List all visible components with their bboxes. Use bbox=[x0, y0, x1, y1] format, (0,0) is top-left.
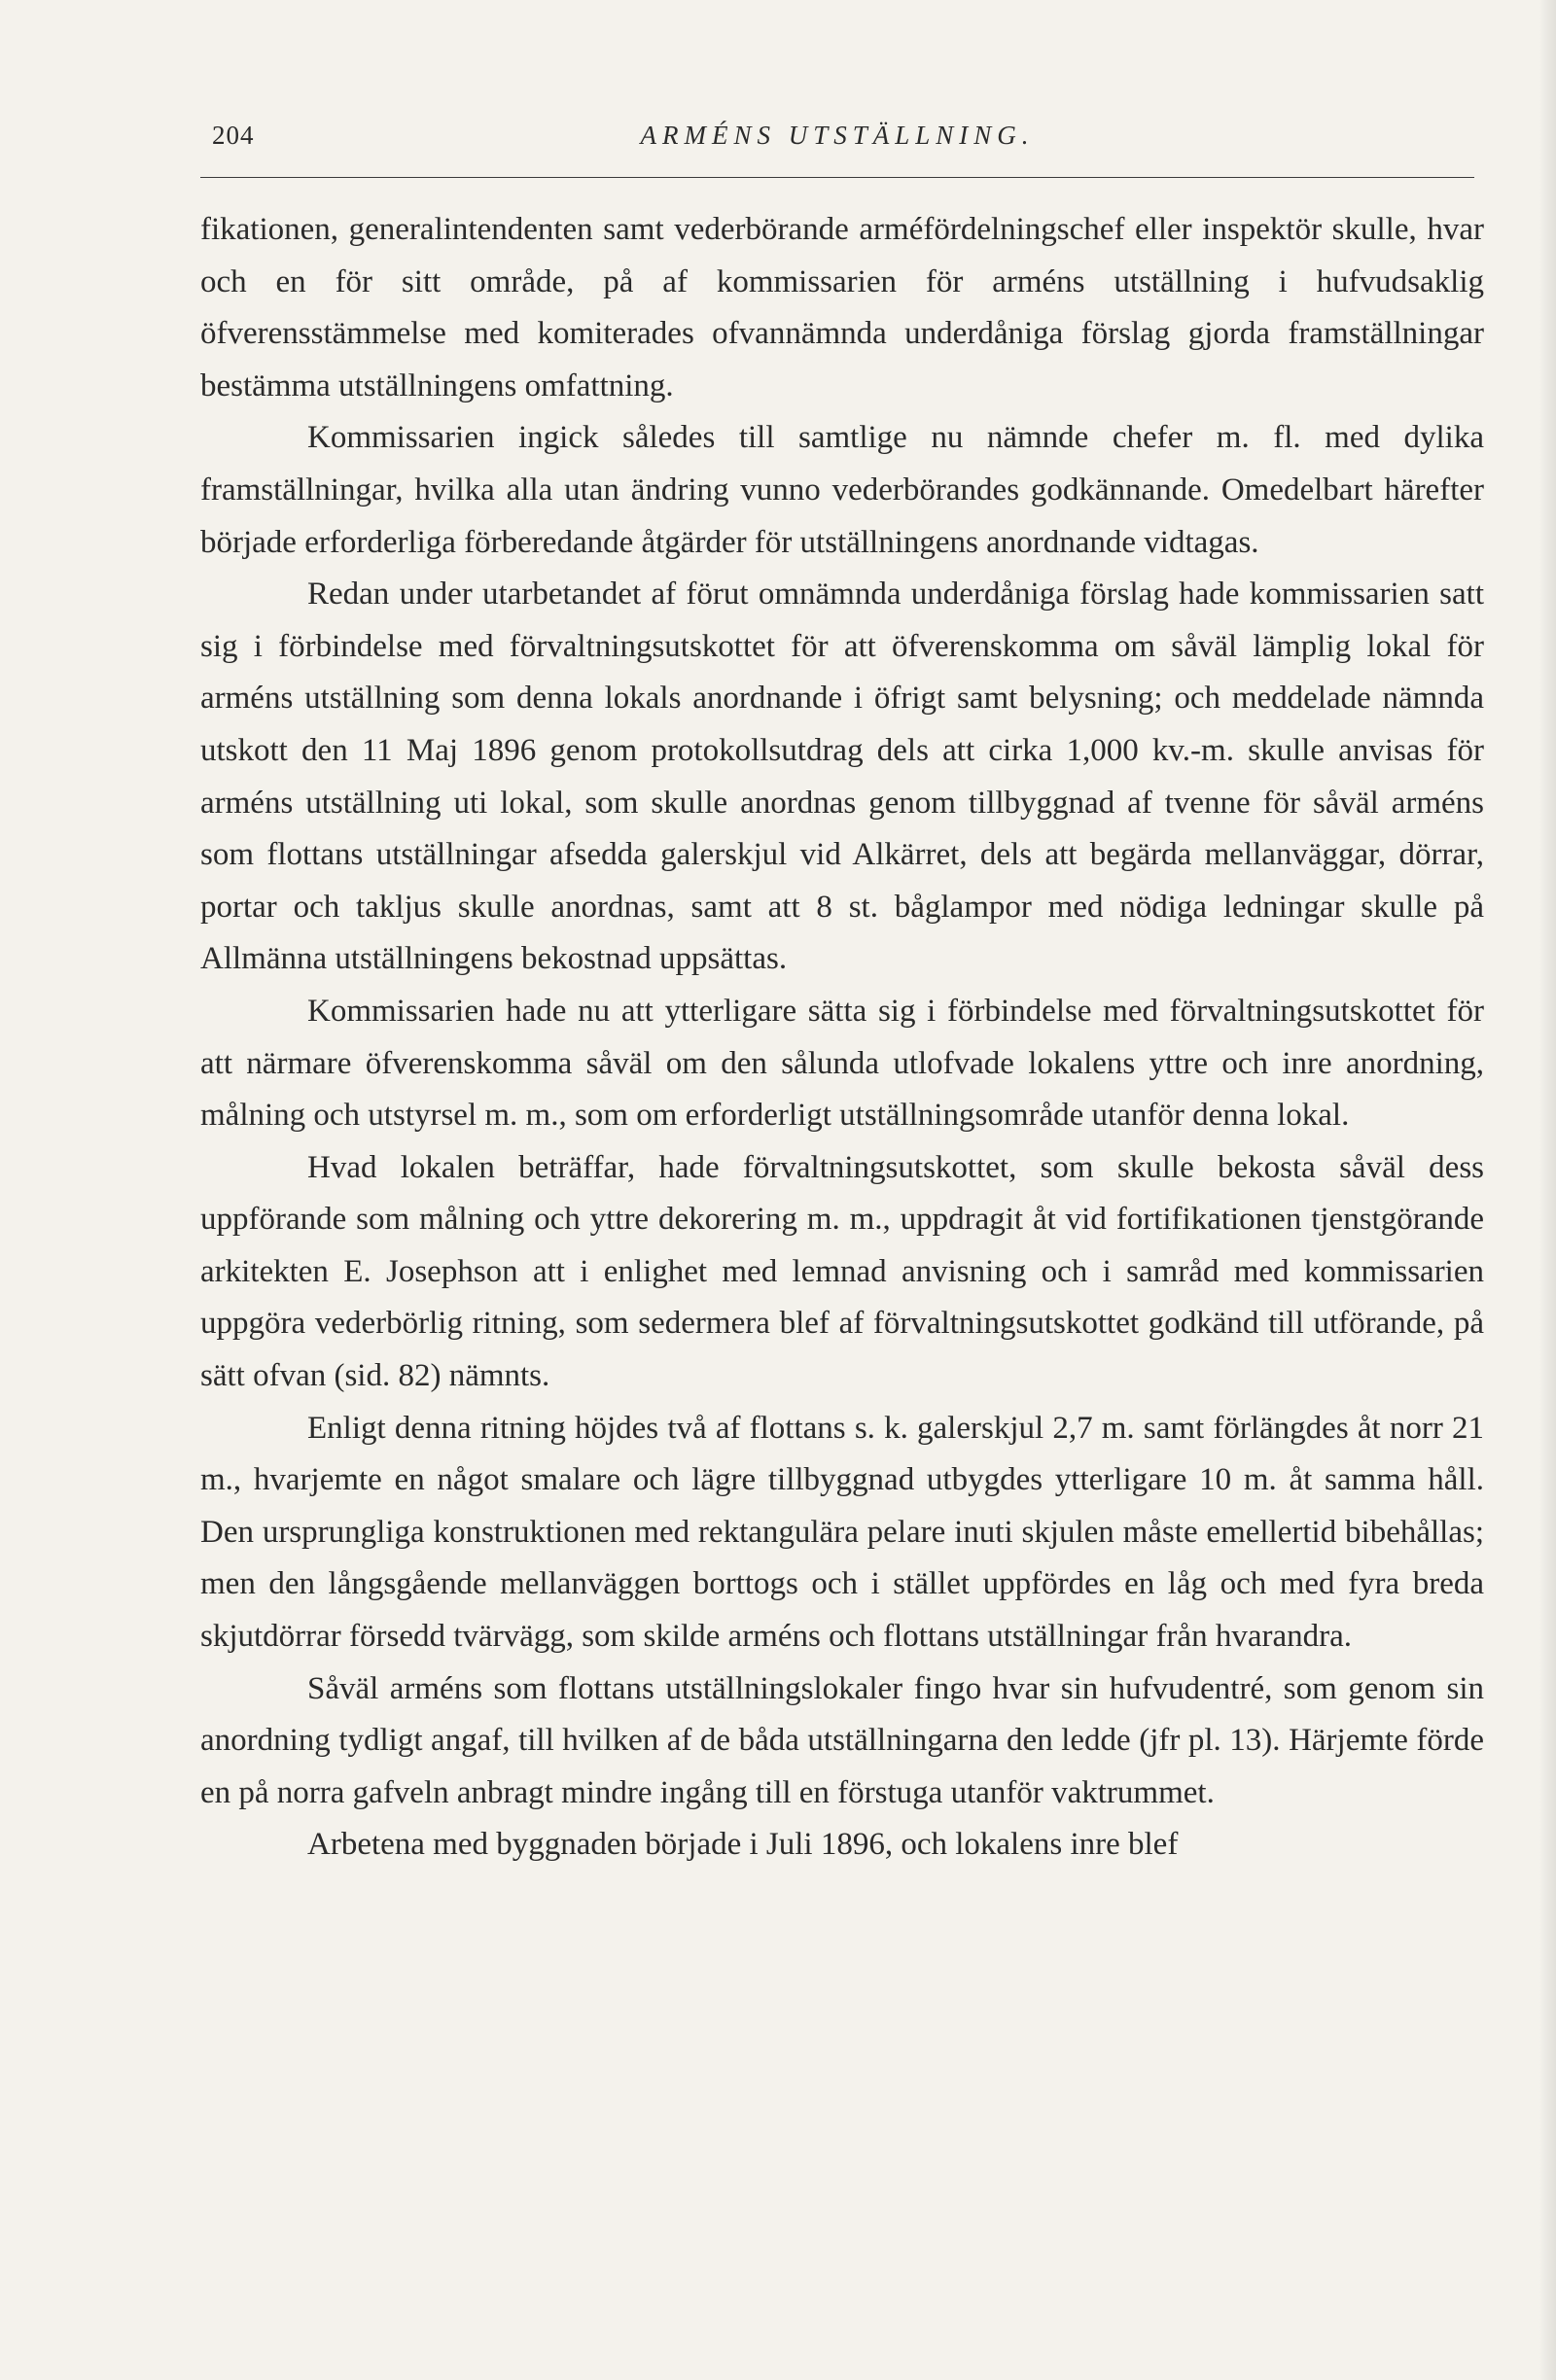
paragraph: Kommissarien hade nu att ytterligare sätta sig i förbindelse med förvaltningsutskottet för att närmare öfverenskomma såväl om den sålunda utlofvade lokalens yttre och inre anordning, målning och utstyrsel m. m., som om erforderligt utställningsområde utanför denna lokal. bbox=[200, 993, 1484, 1134]
paragraph: Enligt denna ritning höjdes två af flottans s. k. galerskjul 2,7 m. samt förlängdes åt norr 21 m., hvarjemte en något smalare och lägre tillbyggnad utbygdes ytterligare 10 m. åt samma håll. Den ursprungliga konstruktionen med rektangulära pelare inuti skjulen måste emellertid bibehållas; men den långsgående mellanväggen borttogs och i stället uppfördes en låg och med fyra breda skjutdörrar försedd tvärvägg, som skilde arméns och flottans utställningar från hvarandra. bbox=[200, 1410, 1484, 1655]
page-edge-shadow bbox=[1538, 0, 1556, 2380]
paragraph: Arbetena med byggnaden började i Juli 1896, och lokalens inre blef bbox=[307, 1827, 1179, 1863]
paragraph: Kommissarien ingick således till samtlige nu nämnde chefer m. fl. med dylika framställningar, hvilka alla utan ändring vunno vederbörandes godkännande. Omedelbart härefter började erforderliga förberedande åtgärder för utställningens anordnande vidtagas. bbox=[200, 420, 1484, 560]
paragraph: Såväl arméns som flottans utställningslokaler fingo hvar sin hufvudentré, som genom sin anordning tydligt angaf, till hvilken af de båda utställningarna den ledde (jfr pl. 13). Härjemte förde en på norra gafveln anbragt mindre ingång till en förstuga utanför vaktrummet. bbox=[200, 1670, 1484, 1810]
running-head bbox=[200, 121, 1474, 159]
page-number: 204 bbox=[212, 121, 255, 150]
running-title: ARMÉNS UTSTÄLLNING. bbox=[640, 121, 1035, 150]
paragraph: fikationen, generalintendenten samt vederbörande arméfördelningschef eller inspektör skulle, hvar och en för sitt område, på af kommissarien för arméns utställning i hufvudsaklig öfverensstämmelse med komiterades ofvannämnda underdåniga förslag gjorda framställningar bestämma utställningens omfattning. bbox=[200, 212, 1484, 403]
paragraph: Redan under utarbetandet af förut omnämnda underdåniga förslag hade kommissarien satt sig i förbindelse med förvaltningsutskottet för att öfverenskomma om såväl lämplig lokal för arméns utställning som denna lokals anordnande i öfrigt samt belysning; och meddelade nämnda utskott den 11 Maj 1896 genom protokollsutdrag dels att cirka 1,000 kv.-m. skulle anvisas för arméns utställning uti lokal, som skulle anordnas genom tillbyggnad af tvenne för såväl arméns som flottans utställningar afsedda galerskjul vid Alkärret, dels att begärda mellanväggar, dörrar, portar och takljus skulle anordnas, samt att 8 st. båglampor med nödiga ledningar skulle på Allmänna utställningens bekostnad uppsättas. bbox=[200, 577, 1484, 977]
header-rule bbox=[200, 177, 1474, 178]
body-text bbox=[200, 204, 1484, 1872]
paragraph: Hvad lokalen beträffar, hade förvaltningsutskottet, som skulle bekosta såväl dess uppförande som målning och yttre dekorering m. m., uppdragit åt vid fortifikationen tjenstgörande arkitekten E. Josephson att i enlighet med lemnad anvisning och i samråd med kommissarien uppgöra vederbörlig ritning, som sedermera blef af förvaltningsutskottet godkänd till utförande, på sätt ofvan (sid. 82) nämnts. bbox=[200, 1149, 1484, 1394]
